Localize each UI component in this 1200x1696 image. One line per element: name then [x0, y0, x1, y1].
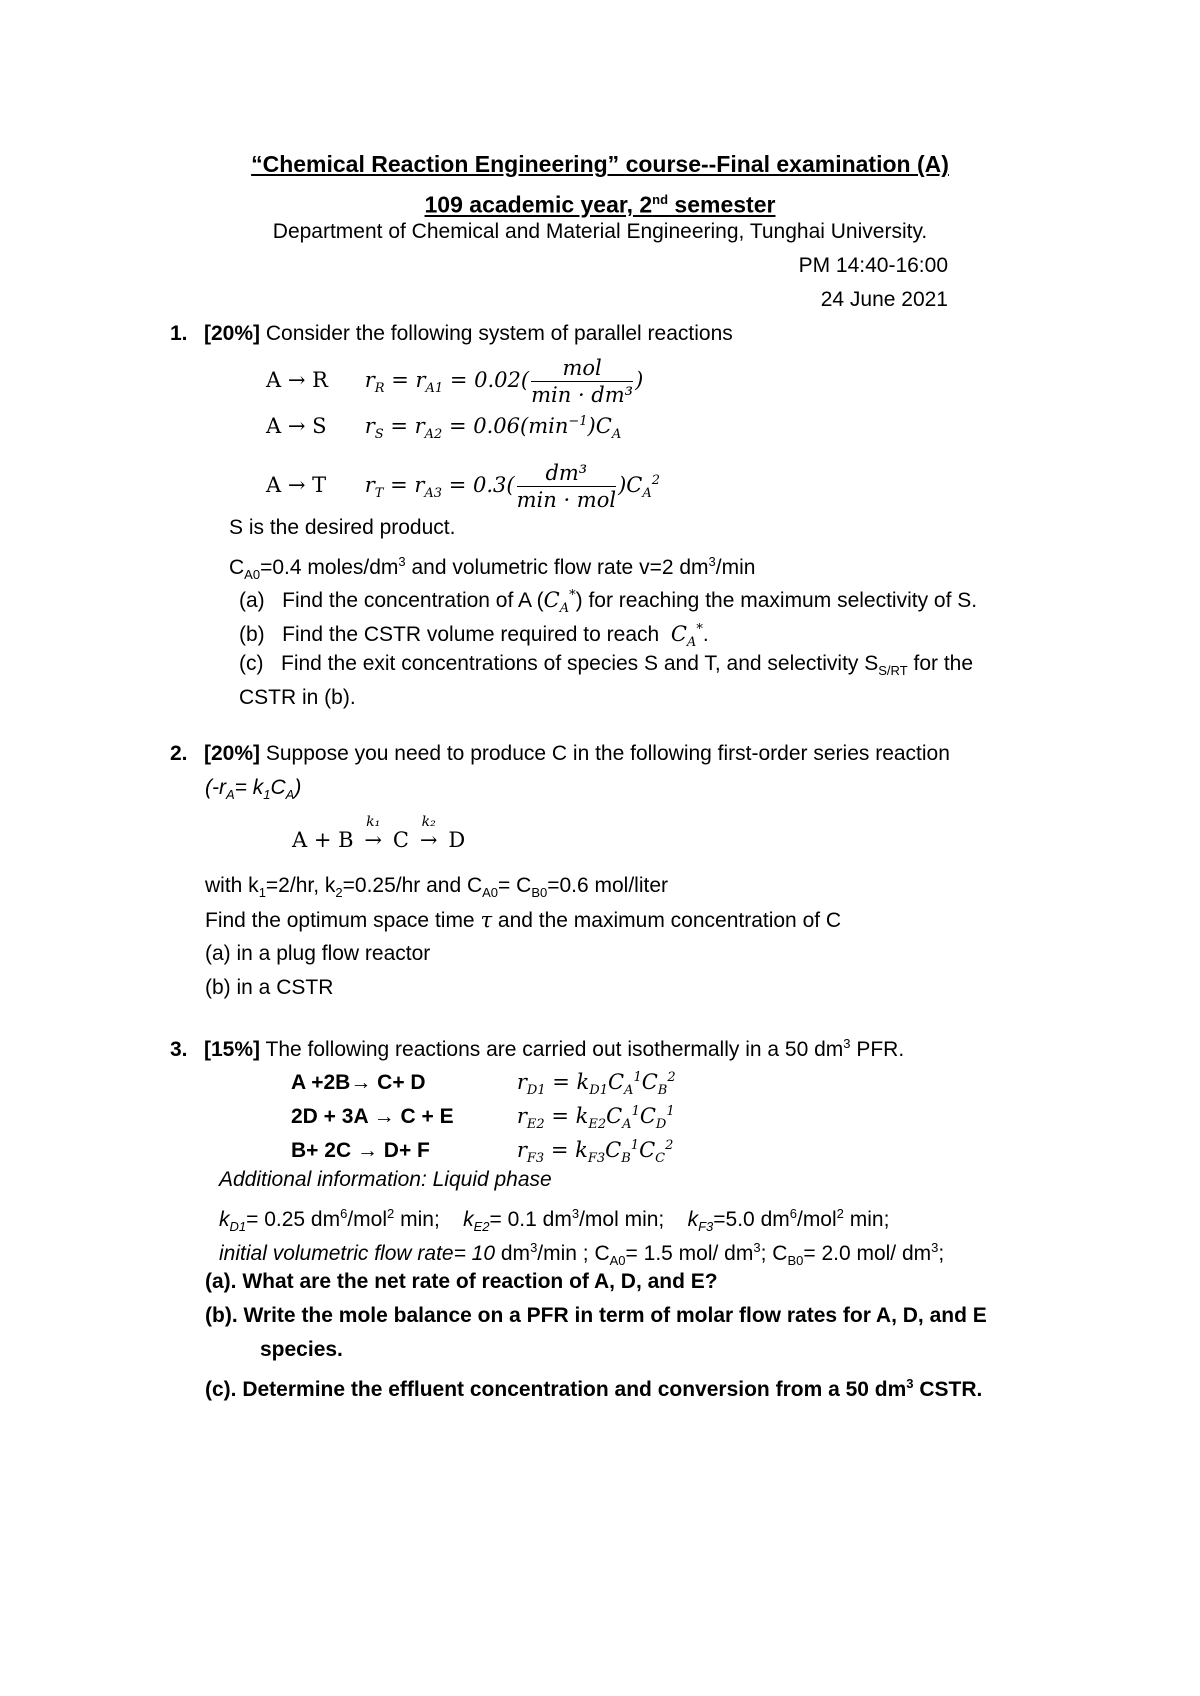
q1-part-c-cont: CSTR in (b).: [239, 686, 356, 709]
q1-reaction-3: A → T $r_T = r_{A3} = 0.3$( $\frac{\text{dm³}}{\text{min · mol}}$ )$C_A^2$: [266, 461, 661, 512]
q3-part-a: (a). What are the net rate of reaction of A, D, and E?: [205, 1270, 718, 1293]
question-3-stem: 3. [15%] The following reactions are carried out isothermally in a 50 $dm^3$ PFR.: [170, 1036, 905, 1061]
q2-part-b: (b) in a CSTR: [205, 976, 334, 999]
q1-part-c: (c) Find the exit concentrations of species S and T, and selectivity $S_{S/RT}$ for the: [239, 652, 974, 679]
q2-find: Find the optimum space time τ and the maximum concentration of C: [205, 908, 842, 932]
q3-reaction-2: 2D + 3A → C + E $r_{E2} = k_{E2}C_A^1C_D^1$: [291, 1104, 675, 1133]
q2-part-a: (a) in a plug flow reactor: [205, 942, 431, 965]
q1-reaction-2: A → S $r_S = r_{A2} = 0.06(\min^{-1})C_A$: [266, 414, 622, 443]
q3-additional-info: Additional information: Liquid phase: [219, 1168, 552, 1191]
question-2-stem: 2. [20%] Suppose you need to produce C in the following first-order series reaction: [170, 742, 950, 765]
q1-reaction-1: A → R $r_R = r_{A1} = 0.02$( $\frac{\text{mol}}{\text{min · dm³}}$ ): [266, 356, 644, 407]
q1-desired-product: S is the desired product.: [229, 516, 456, 539]
q2-reaction: A + B k₁ → C k₂ → D: [292, 814, 466, 852]
department: Department of Chemical and Material Engineering, Tunghai University.: [272, 220, 928, 243]
exam-date: 24 June 2021: [820, 288, 948, 311]
q1-conditions: $C_{A0}=0.4$ moles/$dm^3$ and volumetric flow rate v=2 $dm^3/\min$: [229, 554, 756, 583]
q3-reaction-3: B+ 2C → D+ F $r_{F3} = k_{F3}C_B^1C_C^2$: [291, 1138, 674, 1167]
exam-title: “Chemical Reaction Engineering” course--Final examination (A): [251, 151, 949, 177]
q3-part-c: (c). Determine the effluent concentration and conversion from a 50 $dm^3$ CSTR.: [205, 1376, 983, 1401]
q3-reaction-1: A +2B→ C+ D $r_{D1} = k_{D1}C_A^1C_B^2$: [291, 1070, 676, 1099]
q1-part-a: (a) Find the concentration of A $(C_A^*)$ for reaching the maximum selectivity of S.: [239, 588, 978, 617]
q2-rate-law: $(-r_A= k_1C_A)$: [205, 776, 302, 803]
q1-part-b: (b) Find the CSTR volume required to reach $C_A^*$.: [239, 622, 709, 651]
q2-constants: with $k_1=2/hr$, $k_2=0.25/hr$ and $C_{A0}= C_{B0}=0.6$ mol/liter: [205, 874, 669, 901]
q3-part-b: (b). Write the mole balance on a PFR in term of molar flow rates for A, D, and E: [205, 1304, 987, 1327]
q3-rate-constants: $k_{D1}= 0.25$ $dm^6/mol^2$ min; $k_{E2}= 0.1$ $dm^3$/mol min; $k_{F3}=5.0$ $dm^6/mol^2$ min;: [219, 1206, 890, 1235]
academic-year: 109 academic year, 2nd semester: [424, 191, 776, 218]
question-1-stem: 1. [20%] Consider the following system of parallel reactions: [170, 322, 733, 345]
q3-initial-conditions: initial volumetric flow rate= 10 $dm^3/\min$ ; $C_{A0}= 1.5$ mol/ $dm^3$; $C_{B0}= 2.0$ mol/ $dm^3$;: [219, 1240, 945, 1269]
exam-time: PM 14:40-16:00: [798, 254, 948, 277]
q3-part-b-cont: species.: [260, 1338, 343, 1361]
